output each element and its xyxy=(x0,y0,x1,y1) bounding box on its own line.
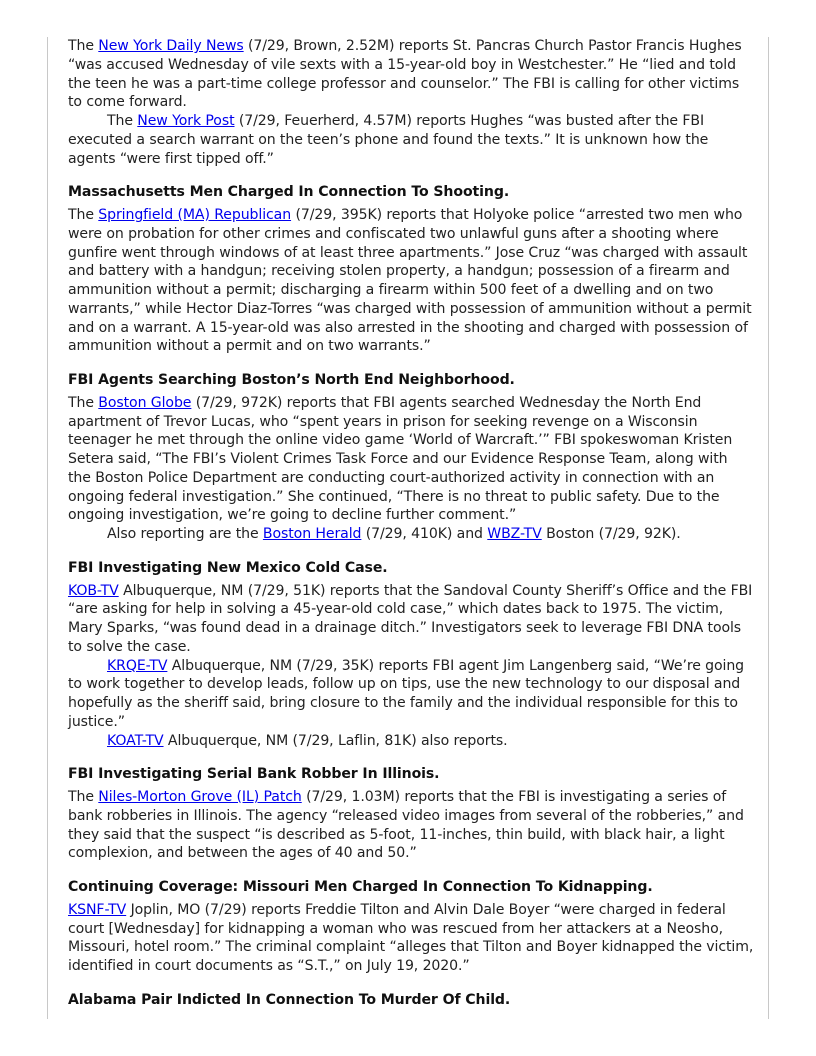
source-link[interactable]: New York Daily News xyxy=(98,38,244,54)
news-section xyxy=(68,765,754,863)
paragraph-text: (7/29, 972K) reports that FBI agents searched Wednesday the North End apartment of Trevor Lucas, who “spent years in prison for seeking revenge on a Wisconsin teenager he met through the online video game ‘World of Warcraft.’” FBI spokeswoman Kristen Setera said, “The FBI’s Violent Crimes Task Force and our Evidence Response Team, along with the Boston Police Department are conducting court-authorized activity in connection with an ongoing federal investigation.” She continued, “There is no threat to public safety. Due to the ongoing investigation, we’re going to decline further comment.” xyxy=(68,394,733,524)
section-heading: FBI Investigating New Mexico Cold Case. xyxy=(68,559,388,576)
paragraph-text: (7/29, 395K) reports that Holyoke police “arrested two men who were on probation for other crimes and confiscated two unlawful guns after a shooting where gunfire went through windows of at least three apartments.” Jose Cruz “was charged with assault and battery with a handgun; receiving stolen property, a handgun; possession of a firearm and ammunition without a permit; discharging a firearm within 500 feet of a dwelling and on two warrants,” while Hector Diaz-Torres “was charged with possession of ammunition without a permit and on a warrant. A 15-year-old was also arrested in the shooting and charged with possession of ammunition without a permit and on two warrants.” xyxy=(68,207,752,355)
source-link[interactable]: New York Post xyxy=(137,113,235,129)
paragraph-text: Albuquerque, NM (7/29, 35K) reports FBI agent Jim Langenberg said, “We’re going to work together to develop leads, follow up on tips, use the new technology to our disposal and hopefully as the sheriff said, bring closure to the family and the individual responsible for this to justice.” xyxy=(68,657,745,730)
article-paragraph xyxy=(68,206,754,356)
news-clips-document xyxy=(68,37,754,1014)
paragraph-text: The xyxy=(68,38,99,54)
section-heading: Alabama Pair Indicted In Connection To Murder Of Child. xyxy=(68,991,511,1008)
paragraph-text: The xyxy=(68,207,99,223)
source-link[interactable]: KOB-TV xyxy=(68,582,119,599)
paragraph-text: The xyxy=(107,113,138,129)
paragraph-text: (7/29, 1.03M) reports that the FBI is investigating a series of bank robberies in Illinois. The agency “released video images from several of the robberies,” and they said that the suspect “is described as 5-foot, 11-inches, thin build, with black hair, a light complexion, and between the ages of 40 and 50.” xyxy=(68,789,744,862)
source-link[interactable]: Boston Globe xyxy=(98,394,192,411)
section-heading: FBI Agents Searching Boston’s North End Neighborhood. xyxy=(68,372,515,388)
paragraph-text: Albuquerque, NM (7/29, 51K) reports that the Sandoval County Sheriff’s Office and the FBI “are asking for help in solving a 45-year-old cold case,” which dates back to 1975. The victim, Mary Sparks, “was found dead in a drainage ditch.” Investigators seek to leverage FBI DNA tools to solve the case. xyxy=(68,582,753,655)
article-paragraph xyxy=(68,582,754,657)
article-paragraph xyxy=(68,788,754,863)
paragraph-text: (7/29, Feuerherd, 4.57M) reports Hughes “was busted after the FBI executed a search warrant on the teen’s phone and found the texts.” It is unknown how the agents “were first tipped off.” xyxy=(68,113,709,167)
news-section xyxy=(68,559,754,751)
article-paragraph xyxy=(68,112,754,168)
news-section xyxy=(68,183,754,356)
article-paragraph xyxy=(68,657,754,732)
paragraph-text: Also reporting are the xyxy=(107,526,263,542)
article-paragraph xyxy=(68,394,754,525)
news-section xyxy=(68,371,754,544)
paragraph-text: (7/29, 410K) and xyxy=(361,526,488,542)
paragraph-text: Boston (7/29, 92K). xyxy=(541,526,681,542)
paragraph-text: The xyxy=(68,394,99,411)
news-section xyxy=(68,37,754,168)
article-paragraph xyxy=(68,732,754,751)
article-paragraph xyxy=(68,525,754,544)
section-heading: FBI Investigating Serial Bank Robber In Illinois. xyxy=(68,766,440,783)
source-link[interactable]: KOAT-TV xyxy=(107,732,164,749)
paragraph-text: The xyxy=(68,789,99,805)
section-heading: Massachusetts Men Charged In Connection To Shooting. xyxy=(68,184,510,201)
source-link[interactable]: Niles-Morton Grove (IL) Patch xyxy=(98,789,302,805)
article-paragraph xyxy=(68,37,754,112)
paragraph-text: Albuquerque, NM (7/29, Laflin, 81K) also reports. xyxy=(163,732,508,749)
source-link[interactable]: Boston Herald xyxy=(262,526,362,542)
paragraph-text: Joplin, MO (7/29) reports Freddie Tilton and Alvin Dale Boyer “were charged in federal court [Wednesday] for kidnapping a woman who was rescued from her attackers at a Neosho, Missouri, hotel room.” The criminal complaint “alleges that Tilton and Boyer kidnapped the victim, identified in court documents as “S.T.,” on July 19, 2020.” xyxy=(68,901,754,974)
section-heading: Continuing Coverage: Missouri Men Charged In Connection To Kidnapping. xyxy=(68,879,653,895)
news-section xyxy=(68,878,754,976)
source-link[interactable]: KSNF-TV xyxy=(68,901,127,918)
article-paragraph xyxy=(68,901,754,976)
paragraph-text: (7/29, Brown, 2.52M) reports St. Pancras Church Pastor Francis Hughes “was accused Wednesday of vile sexts with a 15-year-old boy in Westchester.” He “lied and told the teen he was a part-time college professor and counselor.” The FBI is calling for other victims to come forward. xyxy=(68,38,742,111)
source-link[interactable]: KRQE-TV xyxy=(107,657,168,674)
source-link[interactable]: Springfield (MA) Republican xyxy=(98,207,292,223)
news-section xyxy=(68,991,754,1010)
source-link[interactable]: WBZ-TV xyxy=(487,526,542,542)
